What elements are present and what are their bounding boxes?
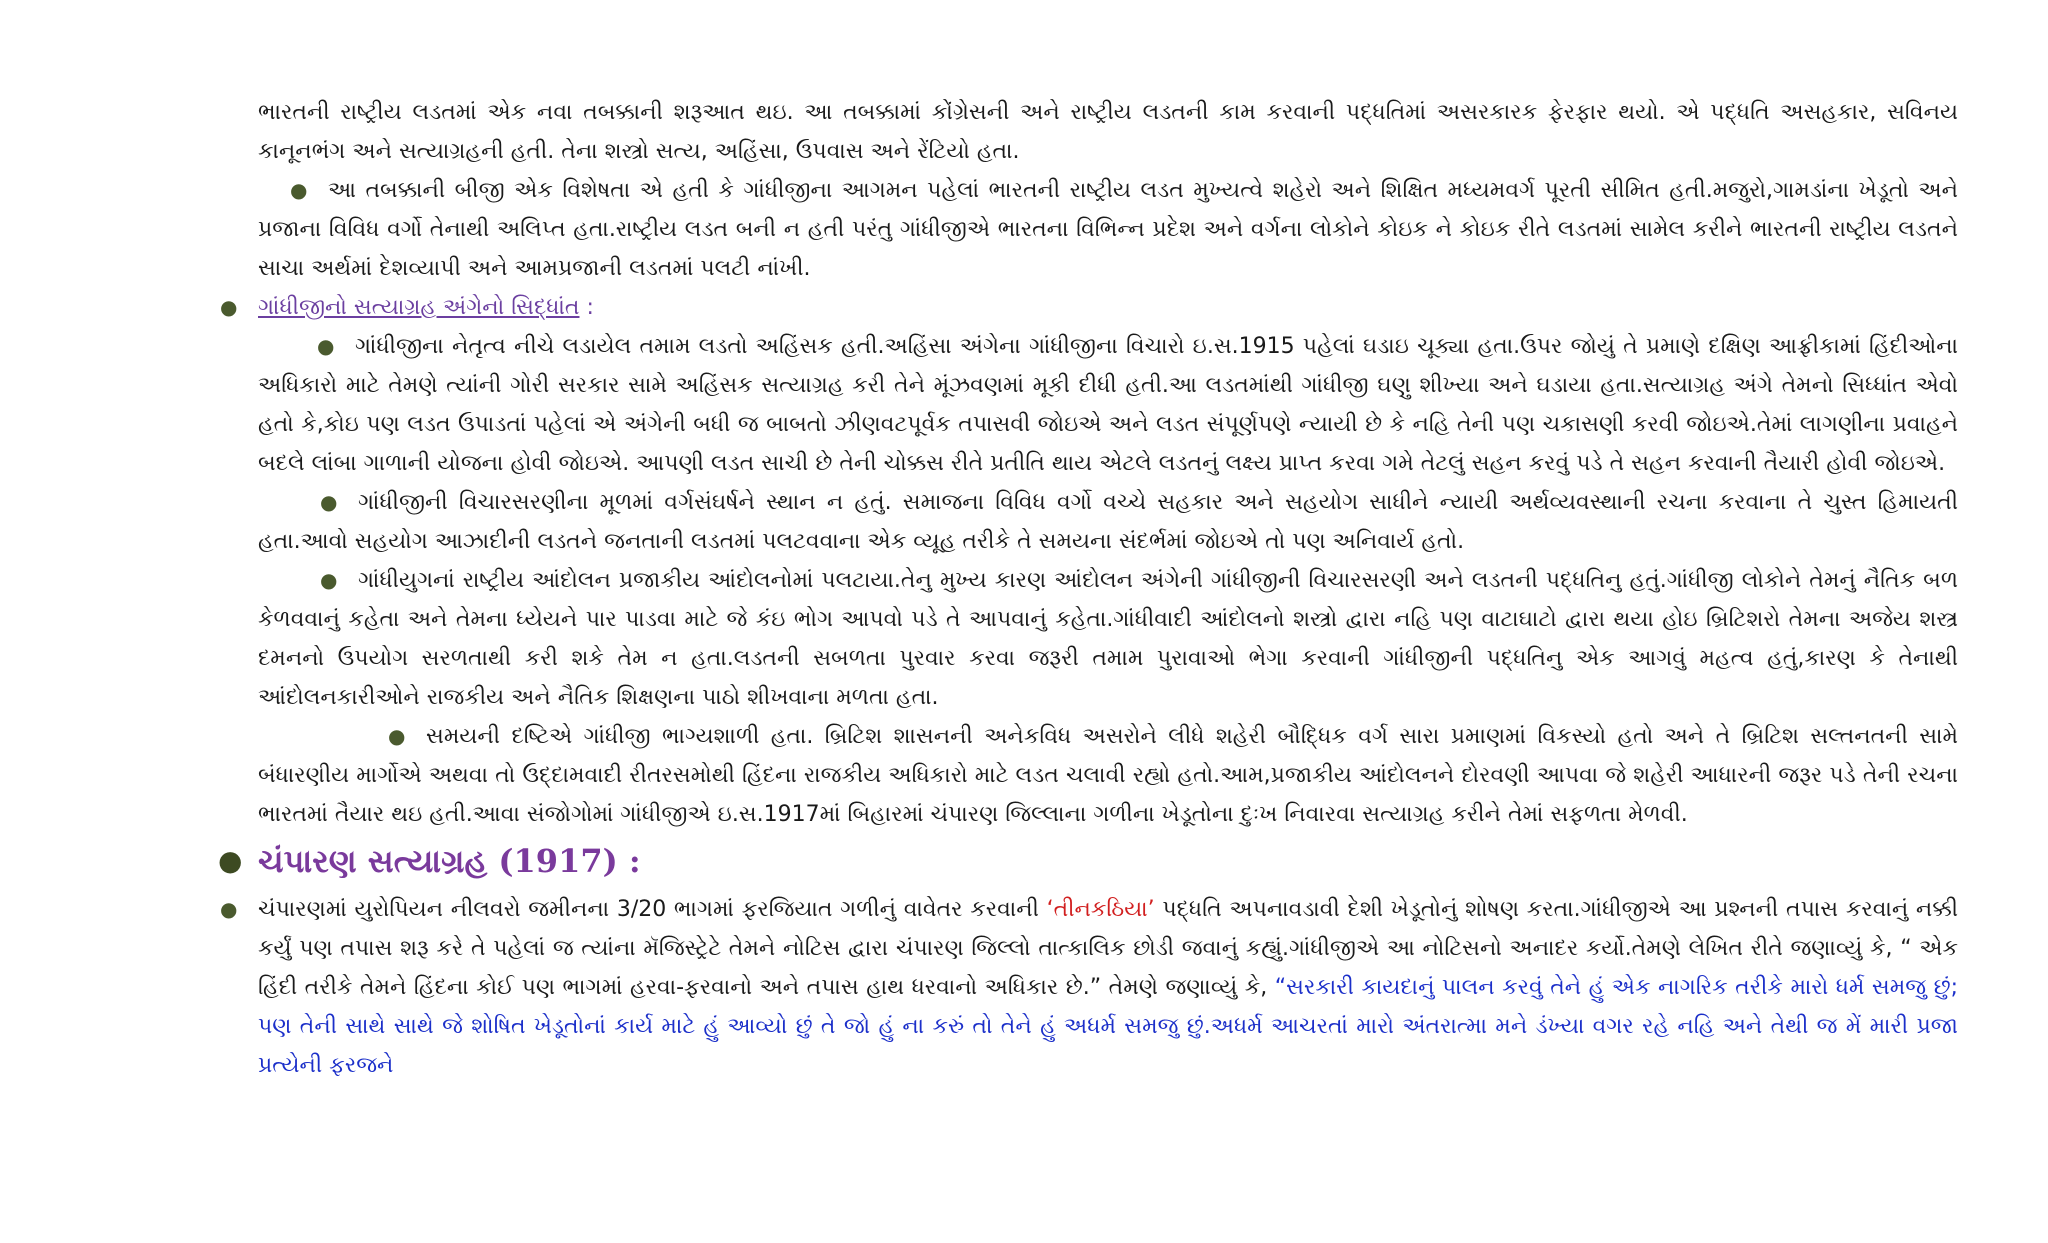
- bullet-icon: ●: [218, 844, 243, 877]
- list-item: [220, 288, 1958, 327]
- list-item-text: ગાંધીજીના નેતૃત્વ નીચે લડાયેલ તમામ લડતો અહિંસક હતી.અહિંસા અંગેના ગાંધીજીના વિચારો ઇ.સ.1915 પહેલાં ઘડાઇ ચૂક્યા હતા.ઉપર જોયું તે પ્રમાણે દક્ષિણ આફ્રીકામાં હિંદીઓના અધિકારો માટે તેમણે ત્યાંની ગોરી સરકાર સામે અહિંસક સત્યાગ્રહ કરી તેને મૂંઝવણમાં મૂકી દીધી હતી.આ લડતમાંથી ગાંધીજી ઘણુ શીખ્યા અને ઘડાયા હતા.સત્યાગ્રહ અંગે તેમનો સિધ્ધાંત એવો હતો કે,કોઇ પણ લડત ઉપાડતાં પહેલાં એ અંગેની બધી જ બાબતો ઝીણવટપૂર્વક તપાસવી જોઇએ અને લડત સંપૂર્ણપણે ન્યાયી છે કે નહિ તેની પણ ચકાસણી કરવી જોઇએ.તેમાં લાગણીના પ્રવાહને બદલે લાંબા ગાળાની યોજના હોવી જોઇએ. આપણી લડત સાચી છે તેની ચોક્કસ રીતે પ્રતીતિ થાય એટલે લડતનું લક્ષ્ય પ્રાપ્ત કરવા ગમે તેટલું સહન કરવું પડે તે સહન કરવાની તૈયારી હોવી જોઇએ.: [258, 334, 1958, 476]
- subheading-link-satyagraha-principle[interactable]: ગાંધીજીનો સત્યાગ્રહ અંગેનો સિદ્ધાંત: [258, 295, 580, 320]
- list-item: [258, 171, 1958, 288]
- paragraph-intro: ભારતની રાષ્ટ્રીય લડતમાં એક નવા તબક્કાની શરૂઆત થઇ. આ તબક્કામાં કોંગ્રેસની અને રાષ્ટ્રીય લડતની કામ કરવાની પદ્ધતિમાં અસરકારક ફેરફાર થયો. એ પદ્ધતિ અસહકાર, સવિનય કાનૂનભંગ અને સત્યાગ્રહની હતી. તેના શસ્ત્રો સત્ય, અહિંસા, ઉપવાસ અને રેંટિયો હતા.: [258, 100, 1958, 164]
- bullet-icon: ●: [290, 178, 308, 202]
- quote-text: “સરકારી કાયદાનું પાલન કરવું તેને હું એક નાગરિક તરીકે મારો ધર્મ સમજુ છું; પણ તેની સાથે સાથે જે શોષિત ખેડૂતોનાં કાર્ય માટે હું આવ્યો છું તે જો હું ના કરું તો તેને હું અધર્મ સમજુ છું.અધર્મ આચરતાં મારો અંતરાત્મા મને ડંખ્યા વગર રહે નહિ અને તેથી જ મેં મારી પ્રજા પ્રત્યેની ફરજને: [258, 975, 1958, 1078]
- list-item-text: ગાંધીજીની વિચારસરણીના મૂળમાં વર્ગસંઘર્ષને સ્થાન ન હતું. સમાજના વિવિધ વર્ગો વચ્ચે સહકાર અને સહયોગ સાધીને ન્યાયી અર્થવ્યવસ્થાની રચના કરવાના તે ચુસ્ત હિમાયતી હતા.આવો સહયોગ આઝાદીની લડતને જનતાની લડતમાં પલટવવાના એક વ્યૂહ તરીકે તે સમયના સંદર્ભમાં જોઇએ તો પણ અનિવાર્ય હતો.: [258, 490, 1958, 554]
- section-heading-text: ચંપારણ સત્યાગ્રહ (1917) :: [258, 842, 641, 880]
- highlight-term: ‘તીનકઠિયા’: [1046, 897, 1155, 922]
- bullet-icon: ●: [317, 334, 335, 358]
- list-item-text: સમયની દષ્ટિએ ગાંધીજી ભાગ્યશાળી હતા. બ્રિટિશ શાસનની અનેકવિધ અસરોને લીધે શહેરી બૌદ્ધિક વર્ગ સારા પ્રમાણમાં વિકસ્યો હતો અને તે બ્રિટિશ સલ્તનતની સામે બંધારણીય માર્ગોએ અથવા તો ઉદ્દામવાદી રીતરસમોથી હિંદના રાજકીય અધિકારો માટે લડત ચલાવી રહ્યો હતો.આમ,પ્રજાકીય આંદોલનને દોરવણી આપવા જે શહેરી આધારની જરૂર પડે તેની રચના ભારતમાં તૈયાર થઇ હતી.આવા સંજોગોમાં ગાંધીજીએ ઇ.સ.1917માં બિહારમાં ચંપારણ જિલ્લાના ગળીના ખેડૂતોના દુઃખ નિવારવા સત્યાગ્રહ કરીને તેમાં સફળતા મેળવી.: [258, 724, 1958, 827]
- subheading-suffix: :: [579, 295, 594, 320]
- section-heading-champaran: [218, 836, 1958, 886]
- list-item: [258, 717, 1958, 834]
- bullet-icon: ●: [220, 897, 238, 921]
- list-item-text: ચંપારણમાં યુરોપિયન નીલવરો જમીનના 3/20 ભાગમાં ફરજિયાત ગળીનું વાવેતર કરવાની: [258, 897, 1047, 922]
- list-item: [258, 327, 1958, 483]
- list-item-text-continued: પદ્ધતિ અપનાવડાવી દેશી ખેડૂતોનું શોષણ કરતા.ગાંધીજીએ આ પ્રશ્નની તપાસ કરવાનું નક્કી કર્યું પણ તપાસ શરૂ કરે તે પહેલાં જ ત્યાંના મૅજિસ્ટ્રેટે તેમને નોટિસ દ્વારા ચંપારણ જિલ્લો તાત્કાલિક છોડી જવાનું કહ્યું.ગાંધીજીએ આ નોટિસનો અનાદર કર્યો.તેમણે લેખિત રીતે જણાવ્યું કે, “ એક હિંદી તરીકે તેમને હિંદના કોઈ પણ ભાગમાં હરવા-ફરવાનો અને તપાસ હાથ ધરવાનો અધિકાર છે.” તેમણે જણાવ્યું કે,: [258, 897, 1958, 1000]
- bullet-icon: ●: [388, 724, 406, 748]
- list-item: [220, 890, 1958, 1085]
- list-item-text: આ તબક્કાની બીજી એક વિશેષતા એ હતી કે ગાંધીજીના આગમન પહેલાં ભારતની રાષ્ટ્રીય લડત મુખ્યત્વે શહેરો અને શિક્ષિત મધ્યમવર્ગ પૂરતી સીમિત હતી.મજુરો,ગામડાંના ખેડૂતો અને પ્રજાના વિવિધ વર્ગો તેનાથી અલિપ્ત હતા.રાષ્ટ્રીય લડત બની ન હતી પરંતુ ગાંધીજીએ ભારતના વિભિન્ન પ્રદેશ અને વર્ગના લોકોને કોઇક ને કોઇક રીતે લડતમાં સામેલ કરીને ભારતની રાષ્ટ્રીય લડતને સાચા અર્થમાં દેશવ્યાપી અને આમપ્રજાની લડતમાં પલટી નાંખી.: [258, 178, 1958, 281]
- bullet-icon: ●: [320, 490, 338, 514]
- list-item: [258, 561, 1958, 717]
- document-body: [218, 93, 1958, 1085]
- list-item: [258, 483, 1958, 561]
- bullet-icon: ●: [320, 568, 338, 592]
- list-item-text: ગાંધીયુગનાં રાષ્ટ્રીય આંદોલન પ્રજાકીય આંદોલનોમાં પલટાયા.તેનુ મુખ્ય કારણ આંદોલન અંગેની ગાંધીજીની વિચારસરણી અને લડતની પદ્ધતિનુ હતું.ગાંધીજી લોકોને તેમનું નૈતિક બળ કેળવવાનું કહેતા અને તેમના ધ્યેયને પાર પાડવા માટે જે કંઇ ભોગ આપવો પડે તે આપવાનું કહેતા.ગાંધીવાદી આંદોલનો શસ્ત્રો દ્વારા નહિ પણ વાટાઘાટો દ્વારા થયા હોઇ બ્રિટિશરો તેમના અજેય શસ્ત્ર દમનનો ઉપયોગ સરળતાથી કરી શકે તેમ ન હતા.લડતની સબળતા પુરવાર કરવા જરૂરી તમામ પુરાવાઓ ભેગા કરવાની ગાંધીજીની પદ્ધતિનુ એક આગવું મહત્વ હતું,કારણ કે તેનાથી આંદોલનકારીઓને રાજકીય અને નૈતિક શિક્ષણના પાઠો શીખવાના મળતા હતા.: [258, 568, 1958, 710]
- bullet-icon: ●: [220, 295, 238, 319]
